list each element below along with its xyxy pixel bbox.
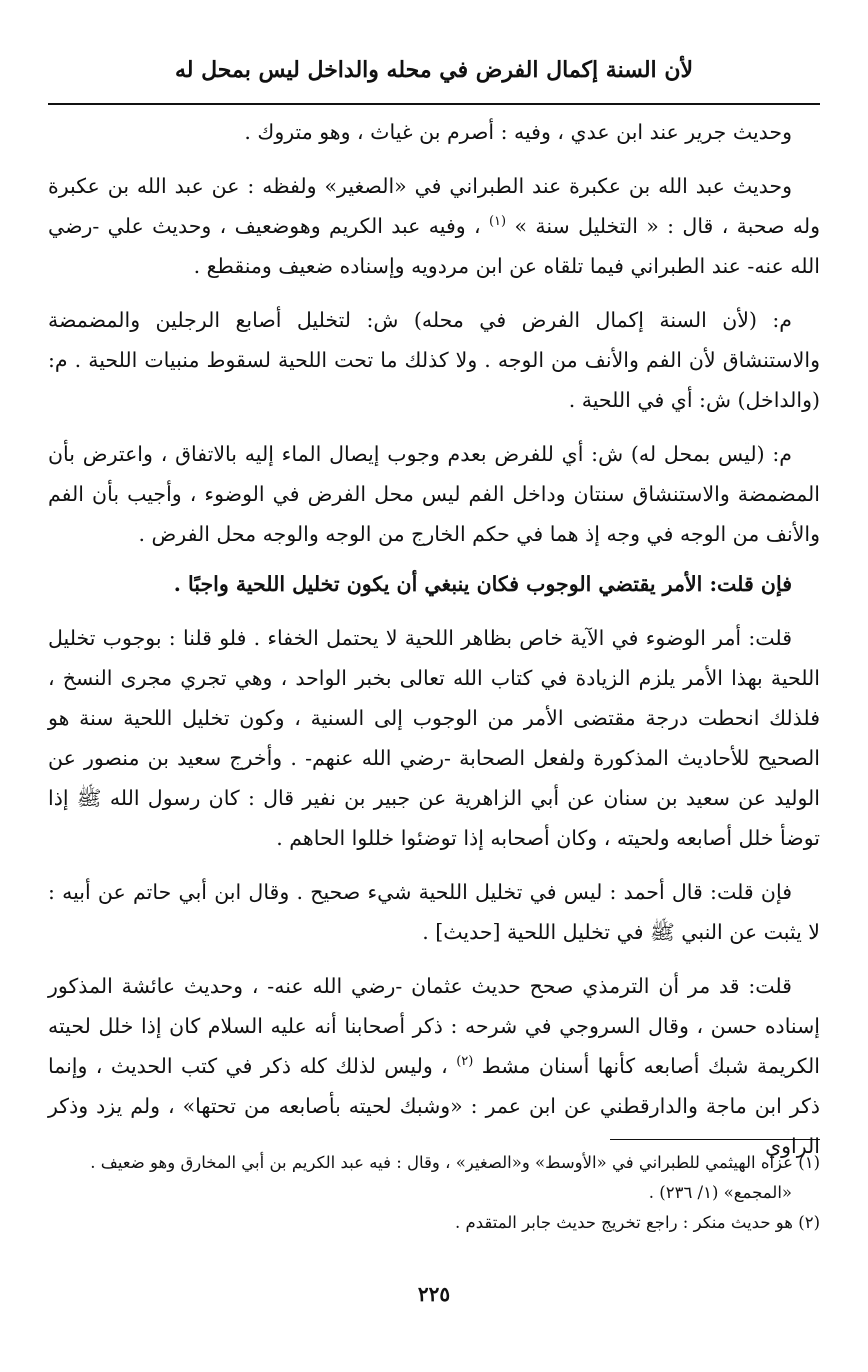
paragraph-4: م: (ليس بمحل له) ش: أي للفرض بعدم وجوب إيصال الماء إليه بالاتفاق ، واعترض بأن المضمضة والاستنشاق سنتان وداخل الفم ليس محل الفرض في الوضوء ، وأجيب بأن الفم والأنف من الوجه في وجه إذ هما في حكم الخارج من الوجه والوجه محل الفرض . — [48, 442, 820, 546]
paragraph-5: فإن قلت: الأمر يقتضي الوجوب فكان ينبغي أن يكون تخليل اللحية واجبًا . — [173, 572, 792, 596]
paragraph-6: قلت: أمر الوضوء في الآية خاص بظاهر اللحية لا يحتمل الخفاء . فلو قلنا : بوجوب تخليل اللحية بهذا الأمر يلزم الزيادة في كتاب الله تعالى بخبر الواحد ، وهي تجري مجرى النسخ ، فلذلك انحطت درجة مقتضى الأمر من الوجوب إلى السنية ، وكون تخليل اللحية سنة هو الصحيح للأحاديث المذكورة ولفعل الصحابة -رضي الله عنهم- . وأخرج سعيد بن منصور عن الوليد عن سعيد بن سنان عن أبي الزاهرية عن جبير بن نفير قال : كان رسول الله ﷺ إذا توضأ خلل أصابعه ولحيته ، وكان أصحابه إذا توضئوا خللوا الحاهم . — [48, 626, 820, 850]
footnote-rule — [610, 1139, 820, 1140]
paragraph-2-text: وحديث عبد الله بن عكبرة عند الطبراني في «الصغير» ولفظه : عن عبد الله بن عكبرة وله صحبة ، قال : « التخليل سنة » — [48, 174, 820, 238]
paragraph-8-text: قلت: قد مر أن الترمذي صحح حديث عثمان -رضي الله عنه- ، وحديث عائشة المذكور إسناده حسن ، وقال السروجي في شرحه : ذكر أصحابنا أنه عليه السلام كان إذا خلل لحيته الكريمة شبك أصابعه كأنها أسنان مشط — [48, 974, 820, 1078]
paragraph-2-text-cont: ، وفيه عبد الكريم وهوضعيف ، وحديث علي -رضي الله عنه- عند الطبراني فيما تلقاه عن ابن مردويه وإسناده ضعيف ومنقطع . — [48, 214, 820, 278]
running-head: لأن السنة إكمال الفرض في محله والداخل ليس بمحل له — [174, 57, 694, 83]
footnote-ref-1[interactable]: (١) — [488, 214, 507, 230]
paragraph-1: وحديث جرير عند ابن عدي ، وفيه : أصرم بن غياث ، وهو متروك . — [244, 120, 792, 144]
main-text — [48, 112, 820, 1180]
footnote-ref-2[interactable]: (٢) — [456, 1054, 474, 1070]
paragraph-3: م: (لأن السنة إكمال الفرض في محله) ش: لتخليل أصابع الرجلين والمضمضة والاستنشاق لأن الفم والأنف من الوجه . ولا كذلك ما تحت اللحية لسقوط منبيات اللحية . م: (والداخل) ش: أي في اللحية . — [48, 308, 820, 412]
paragraph-2 — [48, 166, 820, 286]
paragraph-8 — [48, 966, 820, 1166]
footnote-1-cont: «المجمع» (١/ ٢٣٦) . — [648, 1183, 792, 1202]
paragraph-8-text-cont: ، وليس لذلك كله ذكر في كتب الحديث ، وإنما ذكر ابن ماجة والدارقطني عن ابن عمر : «وشبك لحيته بأصابعه من تحتها» ، ولم يزد وذكر الراوي — [48, 1054, 820, 1158]
page-number: ٢٢٥ — [417, 1282, 451, 1306]
header-rule — [48, 103, 820, 105]
footnote-1: (١) عزاه الهيثمي للطبراني في «الأوسط» و«الصغير» ، وقال : فيه عبد الكريم بن أبي المخارق وهو ضعيف . — [90, 1153, 820, 1172]
paragraph-7: فإن قلت: قال أحمد : ليس في تخليل اللحية شيء صحيح . وقال ابن أبي حاتم عن أبيه : لا يثبت عن النبي ﷺ في تخليل اللحية [حديث] . — [48, 880, 820, 944]
footnotes — [48, 1148, 820, 1238]
footnote-2: (٢) هو حديث منكر : راجع تخريج حديث جابر المتقدم . — [455, 1213, 820, 1232]
